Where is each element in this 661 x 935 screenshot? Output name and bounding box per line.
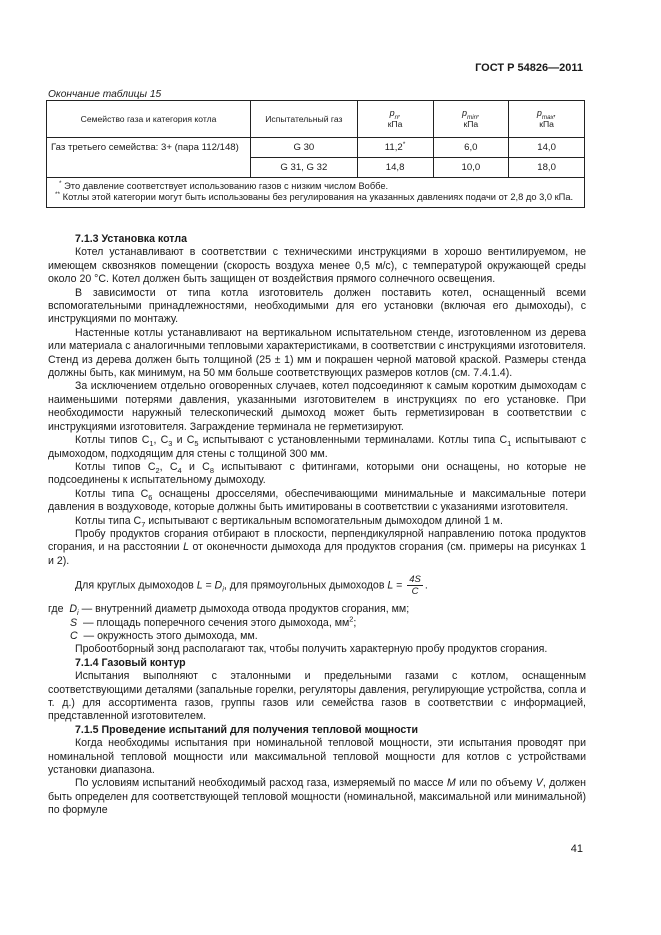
paragraph: Настенные котлы устанавливают на вертикальном испытательном стенде, изготовленном из дерева или материала с аналогичными тепловыми характеристиками, в соответствии с инструкциями изготовителя. Стенд из дерева должен быть толщиной (25 ± 1) мм и покрашен черной матовой краской. Размеры стенда должны быть, как минимум, на 50 мм больше соответствующих размеров котлов (см. 7.4.1.4). <box>48 326 586 380</box>
header-pmax: $p_{max}$, кПа <box>509 101 585 138</box>
paragraph: По условиям испытаний необходимый расход газа, измеряемый по массе M или по объему V, должен быть определен для соответствующей тепловой мощности (номинальной, максимальной или минимальной) по формуле <box>48 777 586 817</box>
fraction: $\frac{4S}{C}$ <box>409 574 421 598</box>
main-text <box>48 233 586 818</box>
cell-family: Газ третьего семейства: 3+ (пара 112/148) <box>47 138 251 178</box>
cell-pn: 14,8 <box>357 158 433 178</box>
header-pmin: $p_{min}$, кПа <box>433 101 509 138</box>
table-caption: Окончание таблицы 15 <box>48 89 162 100</box>
section-714-title: 7.1.4 Газовый контур <box>75 656 186 669</box>
cell-pmin: 6,0 <box>433 138 509 158</box>
symbol-definitions <box>48 603 586 643</box>
paragraph: Котлы типа $С_7$ испытывают с вертикальным вспомогательным дымоходом длиной 1 м. <box>75 514 503 529</box>
header-gas: Испытательный газ <box>251 101 358 138</box>
paragraph: Когда необходимы испытания при номинальной тепловой мощности, эти испытания проводят при номинальной тепловой мощности или максимальной тепловой мощности для котлов с устройствами установки диапазона. <box>48 737 586 777</box>
header-pn: $p_n$, кПа <box>357 101 433 138</box>
paragraph: Котлы типов $С_1$, $С_3$ и $С_5$ испытывают с установленными терминалами. Котлы типа $С_1$ испытывают с дымоходом, подходящим для стены с толщиной 300 мм. <box>48 434 586 460</box>
definition: где $D_i$ — внутренний диаметр дымохода отвода продуктов сгорания, мм; <box>48 603 410 618</box>
cell-pn: 11,2* <box>357 138 433 158</box>
flue-length-formula: Для круглых дымоходов $L = D_i$, для прямоугольных дымоходов L = $\frac{4S}{C}$ . <box>75 574 428 598</box>
paragraph: За исключением отдельно оговоренных случаев, котел подсоединяют к самым коротким дымоходам с наименьшими потерями давления, указанными изготовителем в инструкциях по его установке. При необходимости наружный телескопический дымоход может быть герметизирован в соответствии с инструкциями изготовителя. Заграждение терминала не герметизируют. <box>48 380 586 433</box>
definition: C — окружность этого дымохода, мм. <box>70 629 258 642</box>
cell-gas: G 30 <box>251 138 358 158</box>
table-notes-row <box>47 178 585 208</box>
table-header-row <box>47 101 585 138</box>
paragraph: Пробу продуктов сгорания отбирают в плоскости, перпендикулярной направлению потока продуктов сгорания, и на расстоянии L от оконечности дымохода для продуктов сгорания (см. примеры на рисунках 1 и 2). <box>48 527 586 567</box>
paragraph: В зависимости от типа котла изготовитель должен поставить котел, оснащенный всеми вспомогательными принадлежностями, необходимыми для его установки (включая его дымоходы), с инструкциями по монтажу. <box>48 286 586 326</box>
cell-pmax: 14,0 <box>509 138 585 158</box>
cell-gas: G 31, G 32 <box>251 158 358 178</box>
paragraph: Пробоотборный зонд располагают так, чтобы получить характерную пробу продуктов сгорания. <box>75 643 548 656</box>
cell-pmax: 18,0 <box>509 158 585 178</box>
paragraph: Котлы типов $С_2$, $С_4$ и $С_8$ испытывают с фитингами, которыми они оснащены, но которые не подсоединены к испытательному дымоходу. <box>48 460 586 487</box>
definition: S — площадь поперечного сечения этого дымохода, $мм^2$; <box>70 614 357 629</box>
section-715-title: 7.1.5 Проведение испытаний для получения тепловой мощности <box>75 723 418 736</box>
cell-pmin: 10,0 <box>433 158 509 178</box>
section-713-title: 7.1.3 Установка котла <box>75 233 187 245</box>
standard-number: ГОСТ Р 54826—2011 <box>475 62 583 74</box>
table-row <box>47 138 585 158</box>
paragraph: Котел устанавливают в соответствии с техническими инструкциями в хорошо вентилируемом, не имеющем сквозняков помещении (скорость воздуха менее 0,5 м/с), с температурой окружающей среды около 20 °С. Котел должен быть защищен от воздействия прямого солнечного освещения. <box>48 246 586 286</box>
gas-pressure-table <box>46 100 585 208</box>
paragraph: Котлы типа $С_6$ оснащены дросселями, обеспечивающими минимальные и максимальные потери давления в воздуховоде, которые должны быть имитированы в соответствии с указаниями изготовителя. <box>48 487 586 514</box>
note-1: Это давление соответствует использованию газов с низким числом Воббе. <box>64 181 389 191</box>
header-family: Семейство газа и категория котла <box>47 101 251 138</box>
page-number: 41 <box>570 843 583 855</box>
table-notes: * Это давление соответствует использованию газов с низким числом Воббе. ** Котлы этой категории могут быть использованы без регулирования на указанных давлениях подачи от 2,8 до 3,0 кПа. <box>47 178 585 208</box>
note-2: Котлы этой категории могут быть использованы без регулирования на указанных давлениях подачи от 2,8 до 3,0 кПа. <box>62 192 574 203</box>
paragraph: Испытания выполняют с эталонными и предельными газами с котлом, оснащенным соответствующими деталями (запальные горелки, регуляторы давления, регулирующие устройства, сопла и т. д.) для ассортимента газов, группы газов или семейства газов в соответствии с информацией, представленной изготовителем. <box>48 670 586 723</box>
